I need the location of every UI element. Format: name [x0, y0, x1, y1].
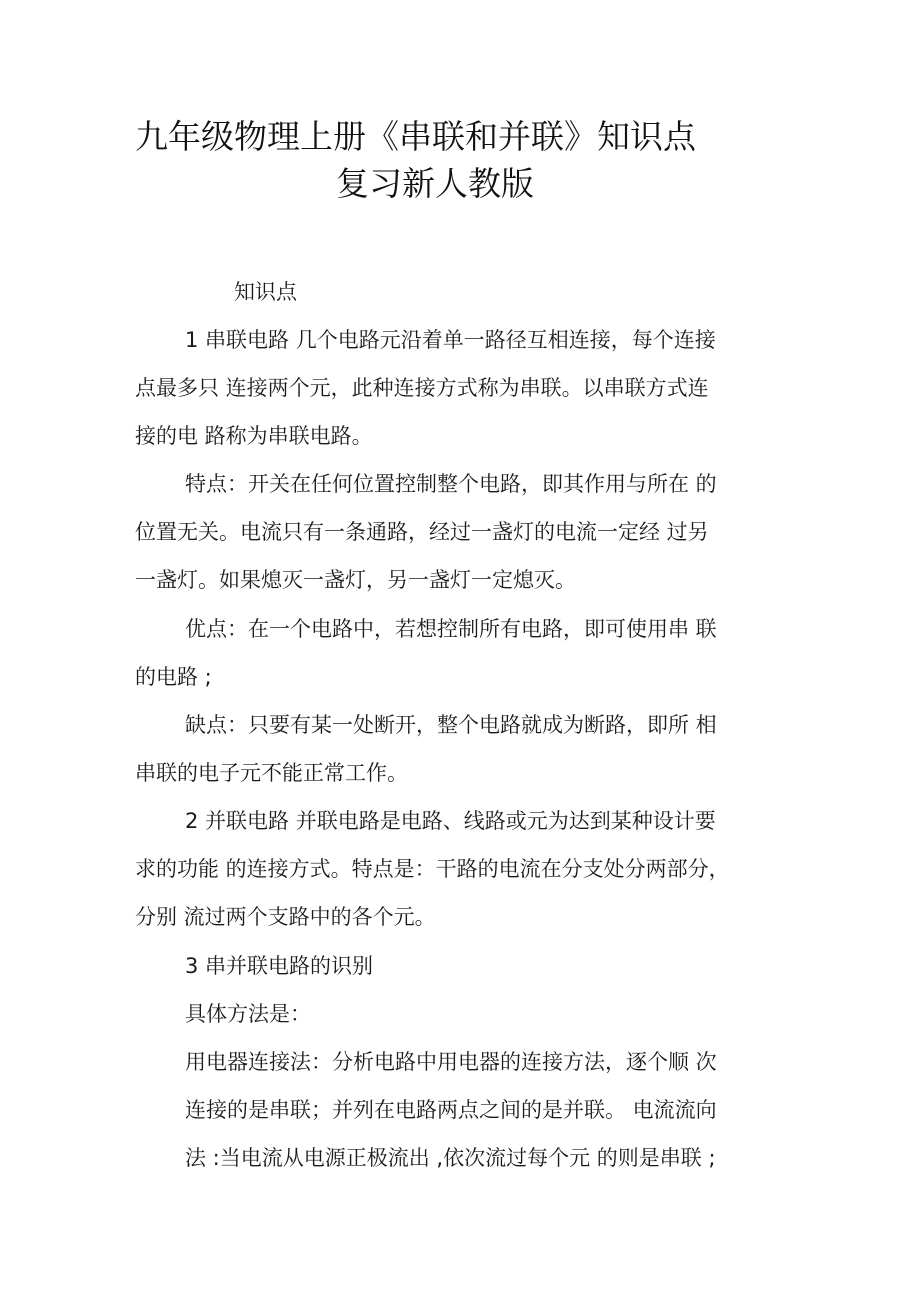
- paragraph-line: 具体方法是：: [185, 1002, 311, 1026]
- paragraph-line: 接的电 路称为串联电路。: [135, 424, 373, 448]
- paragraph-line: 串联的电子元不能正常工作。: [135, 761, 408, 785]
- paragraph-line: 一盏灯。如果熄灭一盏灯，另一盏灯一定熄灭。: [135, 568, 576, 592]
- paragraph-line: 缺点：只要有某一处断开，整个电路就成为断路，即所 相: [185, 713, 717, 737]
- document-title-line-2: 复习新人教版: [336, 164, 534, 203]
- paragraph-line: 求的功能 的连接方式。特点是：干路的电流在分支处分两部分，: [135, 857, 730, 881]
- paragraph-line: 的电路 ;: [135, 665, 212, 689]
- paragraph-line: 用电器连接法：分析电路中用电器的连接方法，逐个顺 次: [185, 1050, 717, 1074]
- paragraph-line: 位置无关。电流只有一条通路，经过一盏灯的电流一定经 过另: [135, 520, 709, 544]
- paragraph-line: 特点：开关在任何位置控制整个电路，即其作用与所在 的: [185, 472, 717, 496]
- paragraph-line: 优点：在一个电路中，若想控制所有电路，即可使用串 联: [185, 617, 717, 641]
- paragraph-line: 2 并联电路 并联电路是电路、线路或元为达到某种设计要: [185, 809, 716, 833]
- paragraph-line: 点最多只 连接两个元，此种连接方式称为串联。以串联方式连: [135, 376, 709, 400]
- paragraph-line: 1 串联电路 几个电路元沿着单一路径互相连接，每个连接: [185, 328, 716, 352]
- paragraph-line: 3 串并联电路的识别: [185, 954, 374, 978]
- paragraph-line: 连接的是串联；并列在电路两点之间的是并联。 电流流向: [185, 1098, 717, 1122]
- document-title-line-1: 九年级物理上册《串联和并联》知识点: [135, 117, 696, 156]
- section-heading: 知识点: [234, 280, 297, 304]
- paragraph-line: 法 :当电流从电源正极流出 ,依次流过每个元 的则是串联 ;: [185, 1146, 716, 1170]
- paragraph-line: 分别 流过两个支路中的各个元。: [135, 905, 436, 929]
